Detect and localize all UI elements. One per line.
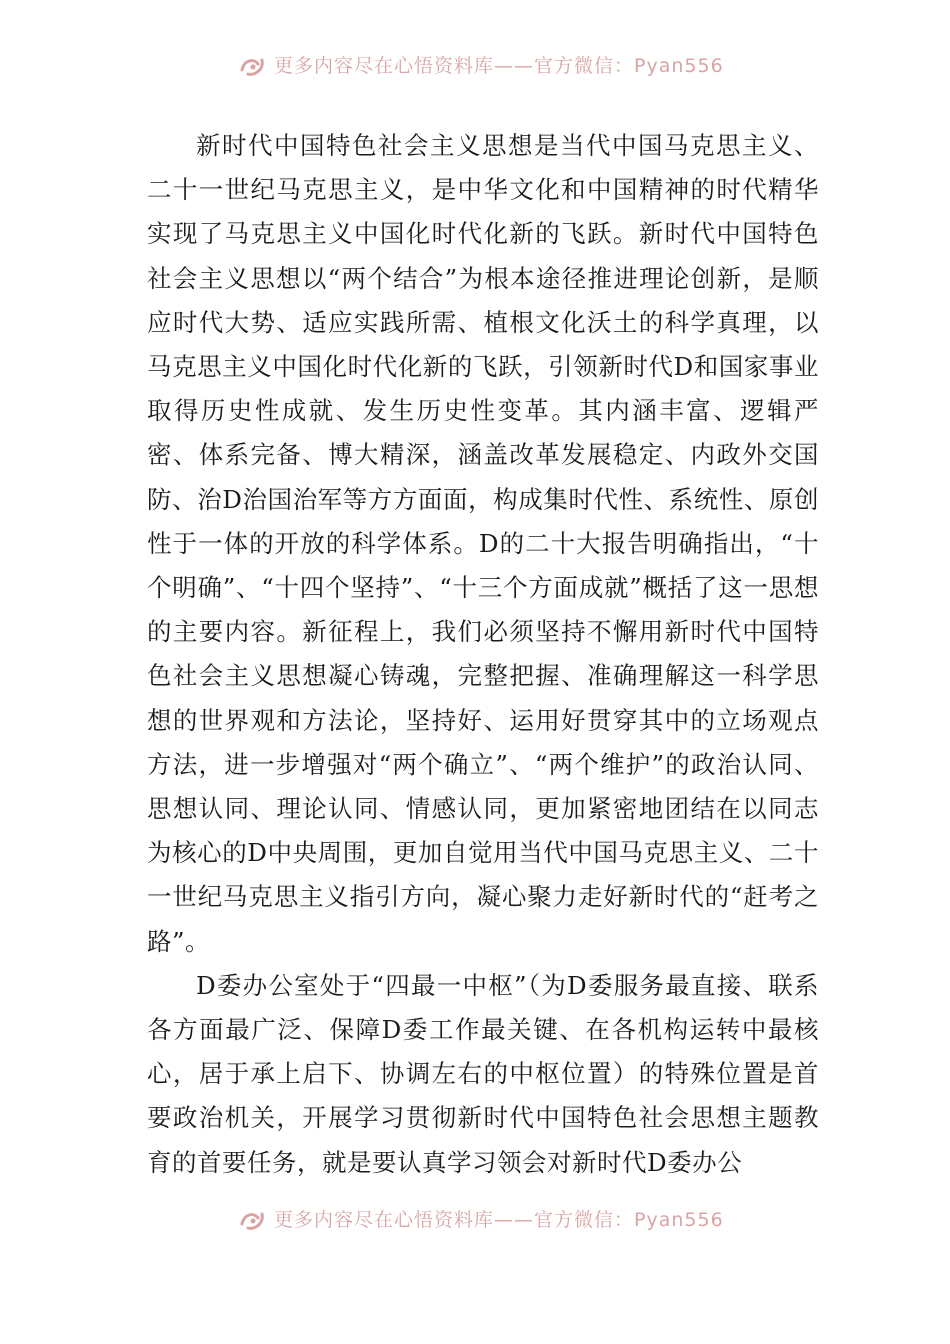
- header-watermark: [0, 48, 950, 82]
- paragraph-1: 新时代中国特色社会主义思想是当代中国马克思主义、二十一世纪马克思主义，是中华文化和中国精神的时代精华实现了马克思主义中国化时代化新的飞跃。新时代中国特色社会主义思想以“两个结合”为根本途径推进理论创新，是顺应时代大势、适应实践所需、植根文化沃土的科学真理，以马克思主义中国化时代化新的飞跃，引领新时代D和国家事业取得历史性成就、发生历史性变革。其内涵丰富、逻辑严密、体系完备、博大精深，涵盖改革发展稳定、内政外交国防、治D治国治军等方方面面，构成集时代性、系统性、原创性于一体的开放的科学体系。D的二十大报告明确指出，“十个明确”、“十四个坚持”、“十三个方面成就”概括了这一思想的主要内容。新征程上，我们必须坚持不懈用新时代中国特色社会主义思想凝心铸魂，完整把握、准确理解这一科学思想的世界观和方法论，坚持好、运用好贯穿其中的立场观点方法，进一步增强对“两个确立”、“两个维护”的政治认同、思想认同、理论认同、情感认同，更加紧密地团结在以同志为核心的D中央周围，更加自觉用当代中国马克思主义、二十一世纪马克思主义指引方向，凝心聚力走好新时代的“赶考之路”。: [147, 131, 819, 956]
- paragraph-2: D委办公室处于“四最一中枢”（为D委服务最直接、联系各方面最广泛、保障D委工作最关键、在各机构运转中最核心，居于承上启下、协调左右的中枢位置）的特殊位置是首要政治机关，开展学习贯彻新时代中国特色社会思想主题教育的首要任务，就是要认真学习领会对新时代D委办公: [147, 970, 819, 1177]
- document-body: [147, 124, 819, 1185]
- footer-watermark-text: 更多内容尽在心悟资料库——官方微信：Pyan556: [274, 1209, 724, 1231]
- watermark-logo-icon: [238, 54, 268, 78]
- header-watermark-text: 更多内容尽在心悟资料库——官方微信：Pyan556: [274, 55, 724, 77]
- watermark-logo-icon: [238, 1208, 268, 1232]
- footer-watermark: [0, 1202, 950, 1236]
